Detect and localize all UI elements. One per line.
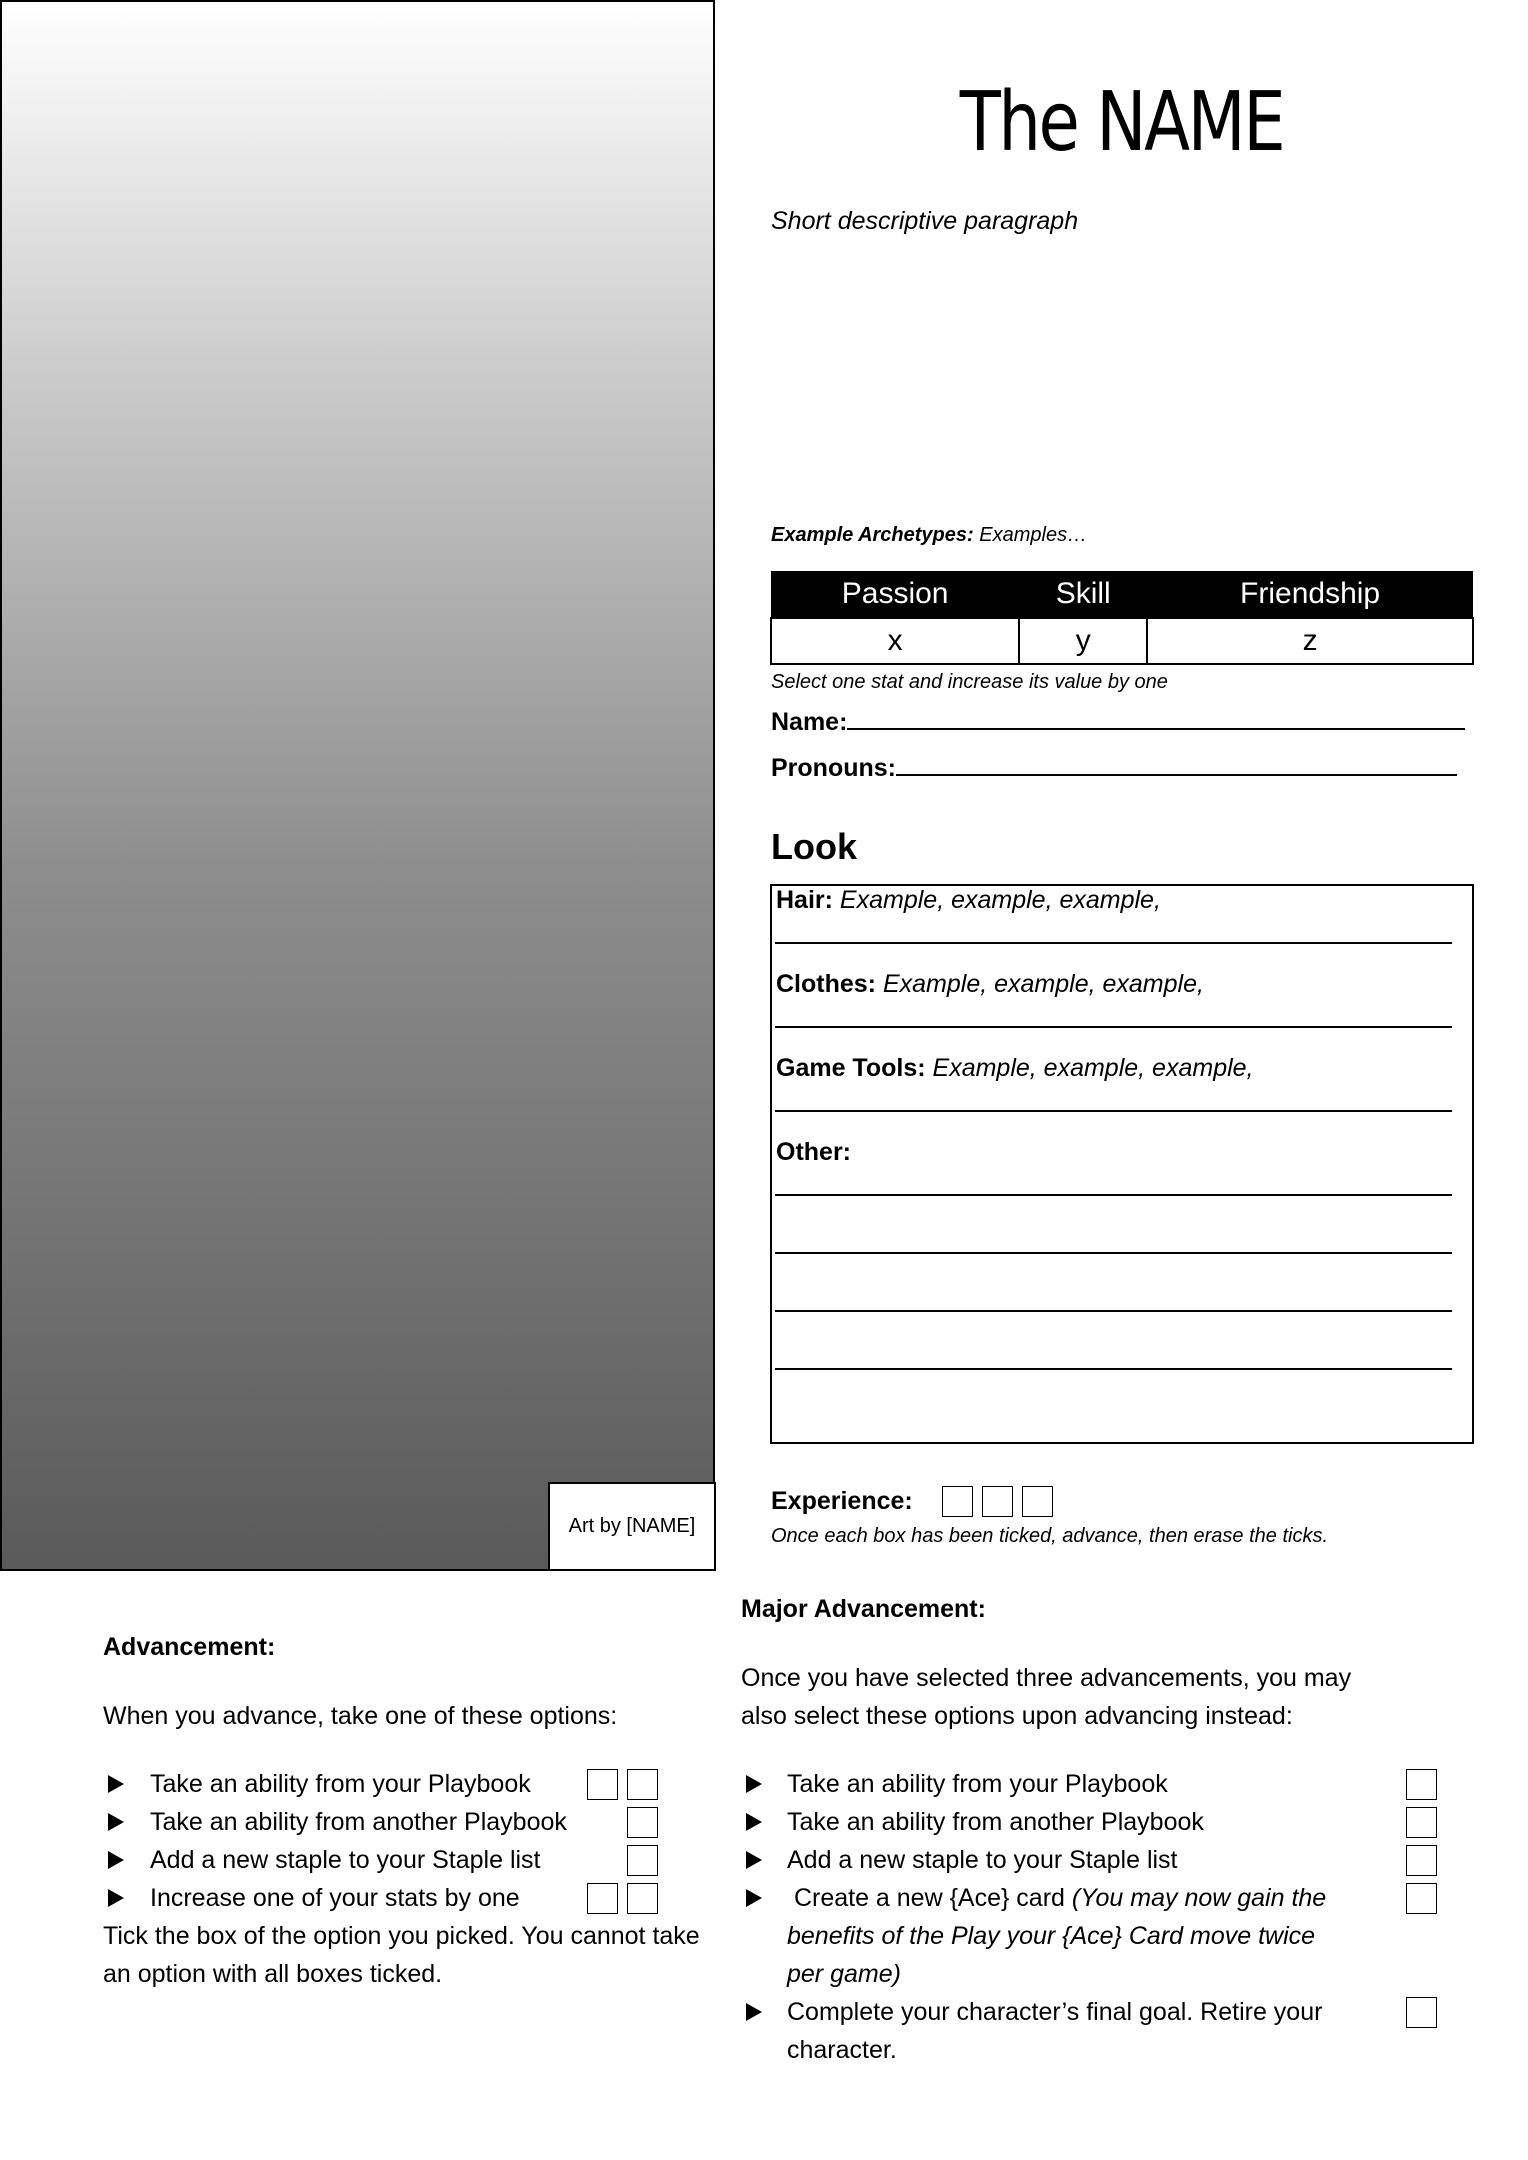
advancement-option-4: Increase one of your stats by one [150, 1884, 520, 1912]
advancement-option-1-checkbox-1[interactable] [587, 1769, 618, 1800]
major-option-2-checkbox[interactable] [1406, 1807, 1437, 1838]
pronouns-field[interactable] [896, 754, 1457, 776]
bullet-icon [108, 1889, 124, 1907]
major-intro-1: Once you have selected three advancements, you may [741, 1664, 1352, 1692]
look-game-tools [776, 1054, 1254, 1083]
look-heading: Look [771, 826, 857, 867]
clothes-line[interactable] [775, 1026, 1452, 1028]
major-option-ace-2: benefits of the Play your {Ace} Card move twice [787, 1922, 1316, 1950]
other-line-1[interactable] [775, 1194, 1452, 1196]
experience-checkbox-1[interactable] [942, 1486, 973, 1517]
other-line-2[interactable] [775, 1252, 1452, 1254]
tools-line[interactable] [775, 1110, 1452, 1112]
clothes-examples: Example, example, example, [882, 970, 1204, 998]
experience-label: Experience: [771, 1487, 913, 1515]
stats-value-row [771, 618, 1473, 664]
advancement-heading: Advancement: [103, 1633, 276, 1661]
hair-line[interactable] [775, 942, 1452, 944]
hair-examples: Example, example, example, [839, 886, 1161, 914]
stat-header-skill: Skill [1019, 571, 1147, 618]
advancement-option-1: Take an ability from your Playbook [150, 1770, 531, 1798]
stat-header-friendship: Friendship [1147, 571, 1473, 618]
other-line-4[interactable] [775, 1368, 1452, 1370]
advancement-option-4-checkbox-1[interactable] [587, 1883, 618, 1914]
major-option-1-checkbox[interactable] [1406, 1769, 1437, 1800]
advancement-footer-2: an option with all boxes ticked. [103, 1960, 443, 1988]
major-option-ace-checkbox[interactable] [1406, 1883, 1437, 1914]
tools-label: Game Tools: [776, 1054, 926, 1082]
name-line [771, 708, 1465, 737]
stats-header-row [771, 571, 1473, 618]
pronouns-line [771, 754, 1457, 783]
stat-header-passion: Passion [771, 571, 1019, 618]
bullet-icon [108, 1775, 124, 1793]
stats-table [770, 571, 1474, 665]
clothes-label: Clothes: [776, 970, 876, 998]
major-advancement-heading: Major Advancement: [741, 1595, 986, 1623]
bullet-icon [746, 1889, 762, 1907]
bullet-icon [746, 1775, 762, 1793]
stats-note: Select one stat and increase its value by one [771, 671, 1168, 693]
look-clothes [776, 970, 1204, 999]
page-title: The NAME [959, 75, 1284, 170]
advancement-option-4-checkbox-2[interactable] [627, 1883, 658, 1914]
art-credit-text: Art by [NAME] [568, 1515, 696, 1537]
look-other [776, 1138, 851, 1167]
bullet-icon [108, 1813, 124, 1831]
bullet-icon [108, 1851, 124, 1869]
hair-label: Hair: [776, 886, 833, 914]
example-archetypes [771, 524, 1087, 547]
experience-checkbox-2[interactable] [982, 1486, 1013, 1517]
major-option-final-2: character. [787, 2036, 897, 2064]
experience-note: Once each box has been ticked, advance, then erase the ticks. [771, 1525, 1329, 1547]
major-option-ace [787, 1879, 1326, 1917]
description: Short descriptive paragraph [771, 207, 1079, 235]
stat-value-friendship[interactable]: z [1147, 618, 1473, 664]
experience-checkbox-3[interactable] [1022, 1486, 1053, 1517]
advancement-intro: When you advance, take one of these options: [103, 1702, 618, 1730]
stat-value-skill[interactable]: y [1019, 618, 1147, 664]
advancement-option-2: Take an ability from another Playbook [150, 1808, 567, 1836]
ace-italic-1: (You may now gain the [1071, 1884, 1327, 1912]
name-field[interactable] [847, 708, 1465, 730]
other-line-3[interactable] [775, 1310, 1452, 1312]
pronouns-label: Pronouns: [771, 754, 896, 782]
major-option-3: Add a new staple to your Staple list [787, 1846, 1178, 1874]
major-option-1: Take an ability from your Playbook [787, 1770, 1168, 1798]
name-label: Name: [771, 708, 848, 736]
advancement-option-1-checkbox-2[interactable] [627, 1769, 658, 1800]
stat-value-passion[interactable]: x [771, 618, 1019, 664]
advancement-option-3: Add a new staple to your Staple list [150, 1846, 541, 1874]
ace-main-text: Create a new {Ace} card [787, 1884, 1072, 1912]
archetypes-label: Example Archetypes: [771, 524, 974, 546]
art-credit [548, 1482, 716, 1571]
bullet-icon [746, 1851, 762, 1869]
major-intro-2: also select these options upon advancing instead: [741, 1702, 1293, 1730]
look-box [770, 884, 1474, 1444]
advancement-option-2-checkbox[interactable] [627, 1807, 658, 1838]
bullet-icon [746, 2003, 762, 2021]
major-option-ace-3: per game) [787, 1960, 901, 1988]
major-option-final-1: Complete your character’s final goal. Retire your [787, 1998, 1323, 2026]
look-hair [776, 886, 1161, 915]
advancement-footer-1: Tick the box of the option you picked. You cannot take [103, 1922, 700, 1950]
major-option-final-checkbox[interactable] [1406, 1997, 1437, 2028]
tools-examples: Example, example, example, [932, 1054, 1254, 1082]
art-panel [0, 0, 715, 1571]
bullet-icon [746, 1813, 762, 1831]
major-option-3-checkbox[interactable] [1406, 1845, 1437, 1876]
advancement-option-3-checkbox[interactable] [627, 1845, 658, 1876]
major-option-2: Take an ability from another Playbook [787, 1808, 1204, 1836]
archetypes-value: Examples… [979, 524, 1088, 546]
other-label: Other: [776, 1138, 851, 1166]
